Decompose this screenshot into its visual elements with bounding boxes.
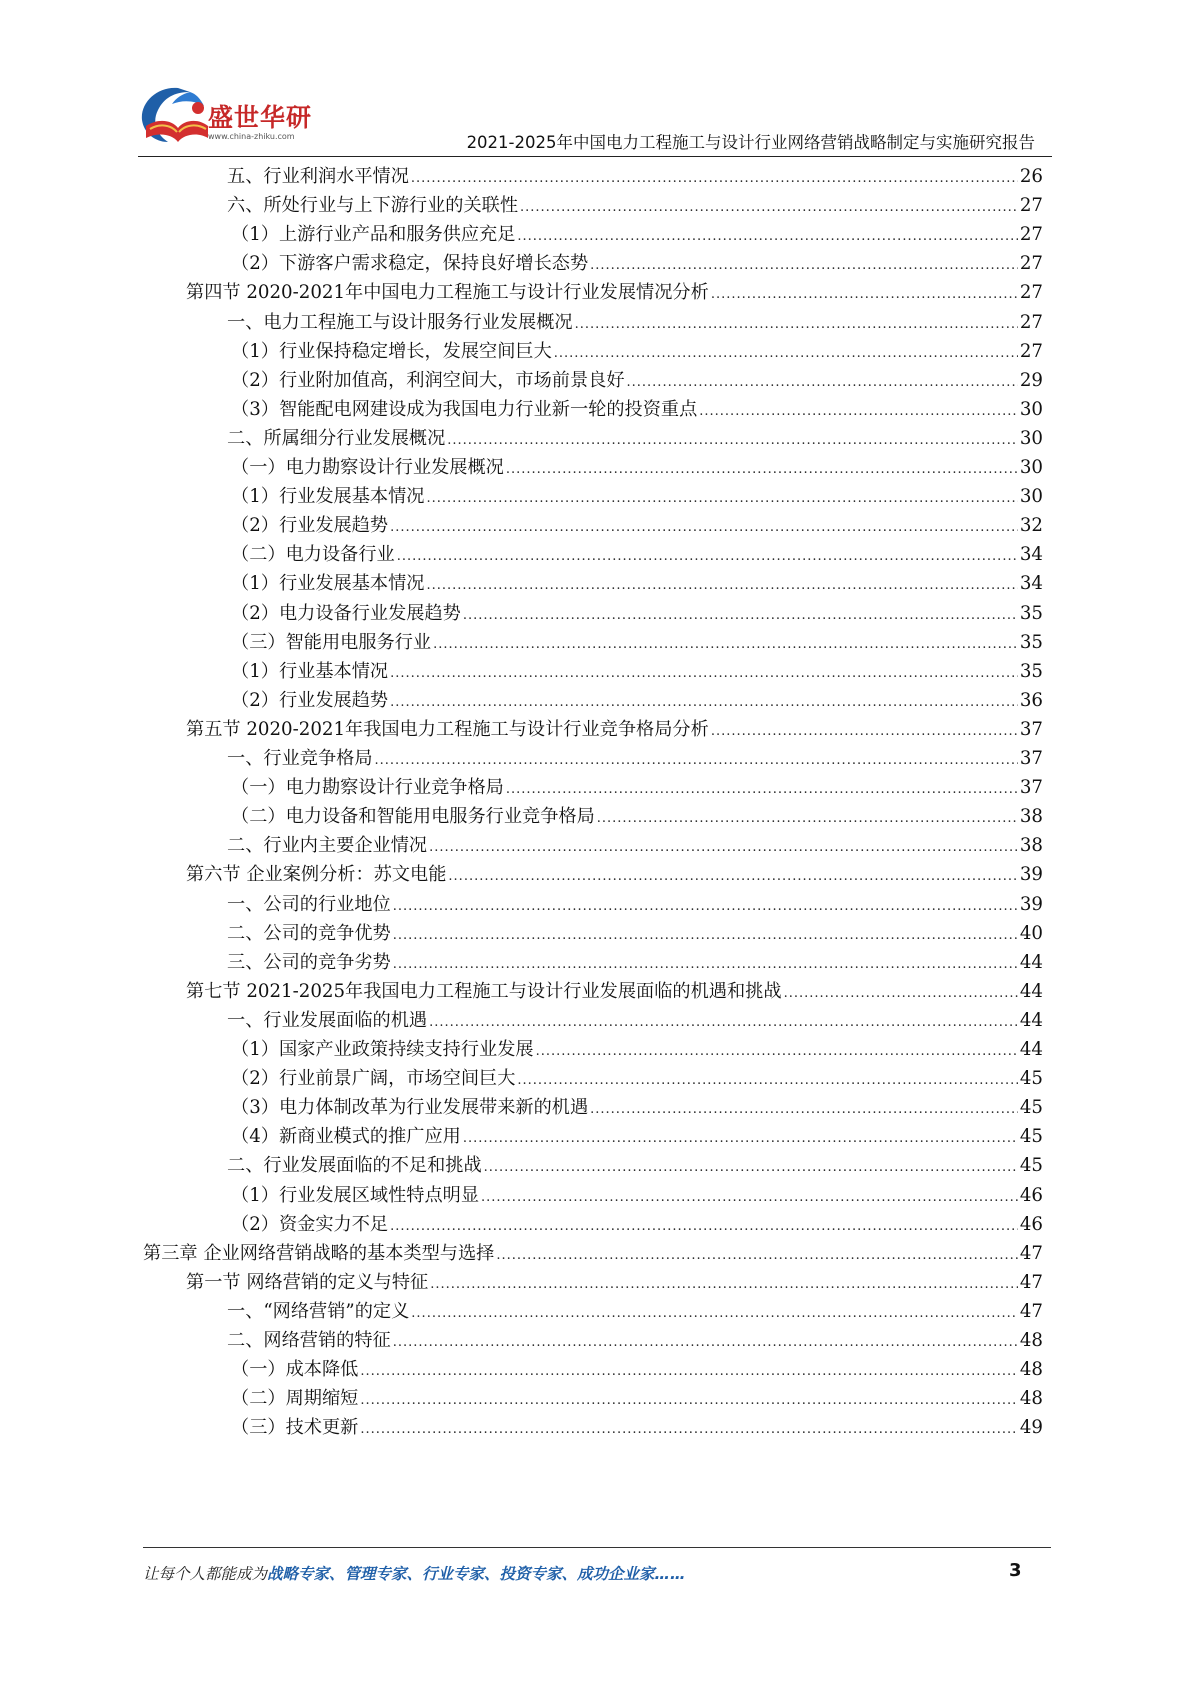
toc-entry-page: 30 — [1019, 486, 1043, 508]
toc-entry[interactable] — [231, 1121, 1043, 1152]
toc-entry-title: （三）技术更新 — [231, 1417, 359, 1439]
footer-slogan-prefix: 让每个人都能成为 — [143, 1565, 268, 1583]
toc-entry[interactable] — [227, 1150, 1043, 1181]
toc-entry-page: 37 — [1019, 748, 1043, 769]
toc-entry[interactable] — [231, 481, 1043, 512]
toc-entry-title: 五、行业利润水平情况 — [227, 166, 409, 187]
toc-entry-title: （2）资金实力不足 — [231, 1213, 389, 1235]
page-header — [0, 0, 1191, 160]
toc-entry-title: 二、所属细分行业发展概况 — [227, 427, 446, 449]
toc-entry-title: （1）行业保持稳定增长，发展空间巨大 — [231, 340, 552, 362]
toc-entry[interactable] — [231, 801, 1043, 832]
toc-entry-title: 二、行业内主要企业情况 — [227, 835, 428, 857]
toc-entry[interactable] — [227, 830, 1043, 861]
toc-entry-page: 27 — [1019, 195, 1043, 217]
toc-entry[interactable] — [227, 307, 1043, 338]
toc-entry[interactable] — [231, 1209, 1043, 1240]
toc-entry[interactable] — [143, 1238, 1043, 1269]
toc-entry-page: 45 — [1019, 1126, 1043, 1148]
toc-entry-page: 27 — [1019, 282, 1043, 304]
toc-entry[interactable] — [227, 918, 1043, 949]
toc-entry-title: （3）智能配电网建设成为我国电力行业新一轮的投资重点 — [231, 398, 698, 420]
toc-entry-title: 第四节 2020-2021年中国电力工程施工与设计行业发展情况分析 — [186, 282, 709, 304]
toc-entry-page: 37 — [1019, 718, 1043, 740]
page-number: 3 — [1009, 1560, 1022, 1581]
toc-entry-page: 38 — [1019, 806, 1043, 828]
toc-entry-title: （4）新商业模式的推广应用 — [231, 1126, 461, 1148]
toc-entry-title: 二、网络营销的特征 — [227, 1330, 391, 1351]
toc-entry-title: （2）行业发展趋势 — [231, 689, 389, 711]
toc-entry[interactable] — [231, 1180, 1043, 1211]
toc-entry[interactable] — [227, 743, 1043, 774]
toc-entry-page: 48 — [1019, 1330, 1043, 1351]
toc-entry[interactable] — [186, 1267, 1043, 1298]
toc-dot-leader — [360, 1414, 1018, 1445]
toc-entry-page: 46 — [1019, 1213, 1043, 1235]
toc-entry-title: （1）行业发展区域性特点明显 — [231, 1184, 480, 1206]
toc-entry-title: （1）行业基本情况 — [231, 660, 389, 682]
toc-entry[interactable] — [231, 539, 1043, 570]
toc-entry[interactable] — [231, 510, 1043, 541]
toc-entry[interactable] — [231, 1063, 1043, 1094]
toc-entry-page: 39 — [1019, 893, 1043, 915]
toc-entry-page: 34 — [1019, 573, 1043, 595]
toc-entry-title: 一、行业竞争格局 — [227, 748, 373, 769]
toc-entry[interactable] — [231, 568, 1043, 599]
toc-entry-page: 27 — [1019, 340, 1043, 362]
toc-entry-page: 49 — [1019, 1417, 1043, 1439]
toc-entry[interactable] — [227, 190, 1043, 221]
toc-entry-page: 47 — [1019, 1271, 1043, 1293]
toc-entry-title: 第五节 2020-2021年我国电力工程施工与设计行业竞争格局分析 — [186, 718, 709, 740]
toc-entry-title: 第三章 企业网络营销战略的基本类型与选择 — [143, 1242, 495, 1264]
toc-entry-page: 30 — [1019, 427, 1043, 449]
toc-entry-title: 第一节 网络营销的定义与特征 — [186, 1271, 429, 1293]
toc-entry-page: 39 — [1019, 864, 1043, 886]
toc-entry-page: 36 — [1019, 689, 1043, 711]
toc-entry[interactable] — [231, 1383, 1043, 1414]
toc-entry-page: 35 — [1019, 631, 1043, 653]
toc-entry[interactable] — [231, 248, 1043, 279]
toc-entry-page: 47 — [1019, 1242, 1043, 1264]
toc-entry[interactable] — [231, 1354, 1043, 1385]
toc-entry-title: 六、所处行业与上下游行业的关联性 — [227, 195, 519, 217]
toc-entry[interactable] — [227, 161, 1043, 192]
toc-entry-page: 35 — [1019, 602, 1043, 624]
toc-entry-title: （2）行业附加值高，利润空间大，市场前景良好 — [231, 369, 625, 391]
toc-entry-title: （3）电力体制改革为行业发展带来新的机遇 — [231, 1097, 589, 1119]
toc-entry-page: 38 — [1019, 835, 1043, 857]
toc-entry-page: 37 — [1019, 777, 1043, 799]
toc-entry-title: （三）智能用电服务行业 — [231, 631, 432, 653]
toc-entry[interactable] — [186, 976, 1043, 1007]
toc-entry[interactable] — [231, 1034, 1043, 1065]
footer-slogan-highlight: 战略专家、管理专家、行业专家、投资专家、成功企业家…… — [267, 1565, 686, 1583]
toc-entry[interactable] — [227, 423, 1043, 454]
toc-entry-title: （1）上游行业产品和服务供应充足 — [231, 224, 516, 246]
toc-entry-page: 44 — [1019, 951, 1043, 973]
toc-entry-title: 二、公司的竞争优势 — [227, 922, 391, 944]
toc-entry-page: 45 — [1019, 1068, 1043, 1090]
toc-entry-title: 三、公司的竞争劣势 — [227, 951, 391, 973]
toc-entry[interactable] — [231, 336, 1043, 367]
toc-entry-title: 第七节 2021-2025年我国电力工程施工与设计行业发展面临的机遇和挑战 — [186, 980, 782, 1002]
toc-entry-page: 40 — [1019, 922, 1043, 944]
toc-entry[interactable] — [186, 714, 1043, 745]
toc-entry-page: 26 — [1019, 166, 1043, 187]
toc-entry-page: 30 — [1019, 398, 1043, 420]
toc-entry-title: （二）电力设备和智能用电服务行业竞争格局 — [231, 806, 595, 828]
toc-entry-title: （1）行业发展基本情况 — [231, 573, 425, 595]
toc-entry-page: 29 — [1019, 369, 1043, 391]
toc-entry-page: 48 — [1019, 1388, 1043, 1410]
toc-entry-page: 27 — [1019, 253, 1043, 275]
toc-entry-page: 30 — [1019, 457, 1043, 478]
document-title: 2021-2025年中国电力工程施工与设计行业网络营销战略制定与实施研究报告 — [466, 133, 1035, 152]
toc-entry-page: 45 — [1019, 1097, 1043, 1119]
logo-url: www.china-zhiku.com — [208, 132, 295, 141]
toc-entry[interactable] — [231, 1092, 1043, 1123]
toc-entry[interactable] — [231, 598, 1043, 629]
toc-entry-page: 46 — [1019, 1184, 1043, 1206]
toc-entry-title: （2）下游客户需求稳定，保持良好增长态势 — [231, 253, 589, 275]
toc-entry-title: 一、“网络营销”的定义 — [227, 1300, 410, 1322]
footer-slogan — [143, 1562, 686, 1584]
toc-entry[interactable] — [231, 365, 1043, 396]
toc-entry[interactable] — [231, 219, 1043, 250]
toc-entry[interactable] — [186, 277, 1043, 308]
toc-entry[interactable] — [231, 627, 1043, 658]
toc-entry-title: 一、公司的行业地位 — [227, 893, 391, 915]
toc-entry[interactable] — [186, 859, 1043, 890]
toc-entry-page: 34 — [1019, 544, 1043, 566]
toc-entry[interactable] — [227, 889, 1043, 920]
toc-entry[interactable] — [231, 452, 1043, 483]
toc-entry-page: 48 — [1019, 1359, 1043, 1381]
toc-entry[interactable] — [231, 685, 1043, 716]
toc-entry-title: （一）电力勘察设计行业发展概况 — [231, 457, 504, 478]
toc-entry-page: 27 — [1019, 224, 1043, 246]
toc-entry[interactable] — [231, 772, 1043, 803]
toc-entry[interactable] — [227, 1005, 1043, 1036]
footer-divider — [143, 1547, 1051, 1548]
toc-entry-title: 第六节 企业案例分析：苏文电能 — [186, 864, 447, 886]
toc-entry[interactable] — [231, 1412, 1043, 1443]
toc-entry-page: 27 — [1019, 311, 1043, 333]
logo-wordmark: 盛世华研 — [208, 103, 313, 132]
toc-entry[interactable] — [231, 656, 1043, 687]
toc-entry-page: 35 — [1019, 660, 1043, 682]
toc-entry-title: 一、电力工程施工与设计服务行业发展概况 — [227, 311, 573, 333]
toc-entry-title: 二、行业发展面临的不足和挑战 — [227, 1155, 482, 1177]
toc-entry[interactable] — [227, 1296, 1043, 1327]
toc-entry[interactable] — [227, 1325, 1043, 1356]
toc-entry-title: 一、行业发展面临的机遇 — [227, 1009, 428, 1031]
toc-entry-page: 45 — [1019, 1155, 1043, 1177]
toc-entry-page: 44 — [1019, 1009, 1043, 1031]
toc-entry[interactable] — [231, 394, 1043, 425]
toc-entry-page: 47 — [1019, 1300, 1043, 1322]
toc-entry-title: （二）电力设备行业 — [231, 544, 395, 566]
toc-entry-title: （二）周期缩短 — [231, 1388, 359, 1410]
header-divider — [138, 156, 1052, 157]
toc-entry-title: （2）行业前景广阔，市场空间巨大 — [231, 1068, 516, 1090]
toc-entry[interactable] — [227, 947, 1043, 978]
toc-entry-title: （一）电力勘察设计行业竞争格局 — [231, 777, 504, 799]
toc-entry-title: （2）电力设备行业发展趋势 — [231, 602, 461, 624]
toc-entry-page: 32 — [1019, 515, 1043, 537]
toc-entry-title: （1）行业发展基本情况 — [231, 486, 425, 508]
toc-entry-title: （2）行业发展趋势 — [231, 515, 389, 537]
toc-entry-page: 44 — [1019, 1039, 1043, 1060]
toc-entry-title: （1）国家产业政策持续支持行业发展 — [231, 1039, 534, 1060]
toc-entry-page: 44 — [1019, 980, 1043, 1002]
toc-entry-title: （一）成本降低 — [231, 1359, 359, 1381]
